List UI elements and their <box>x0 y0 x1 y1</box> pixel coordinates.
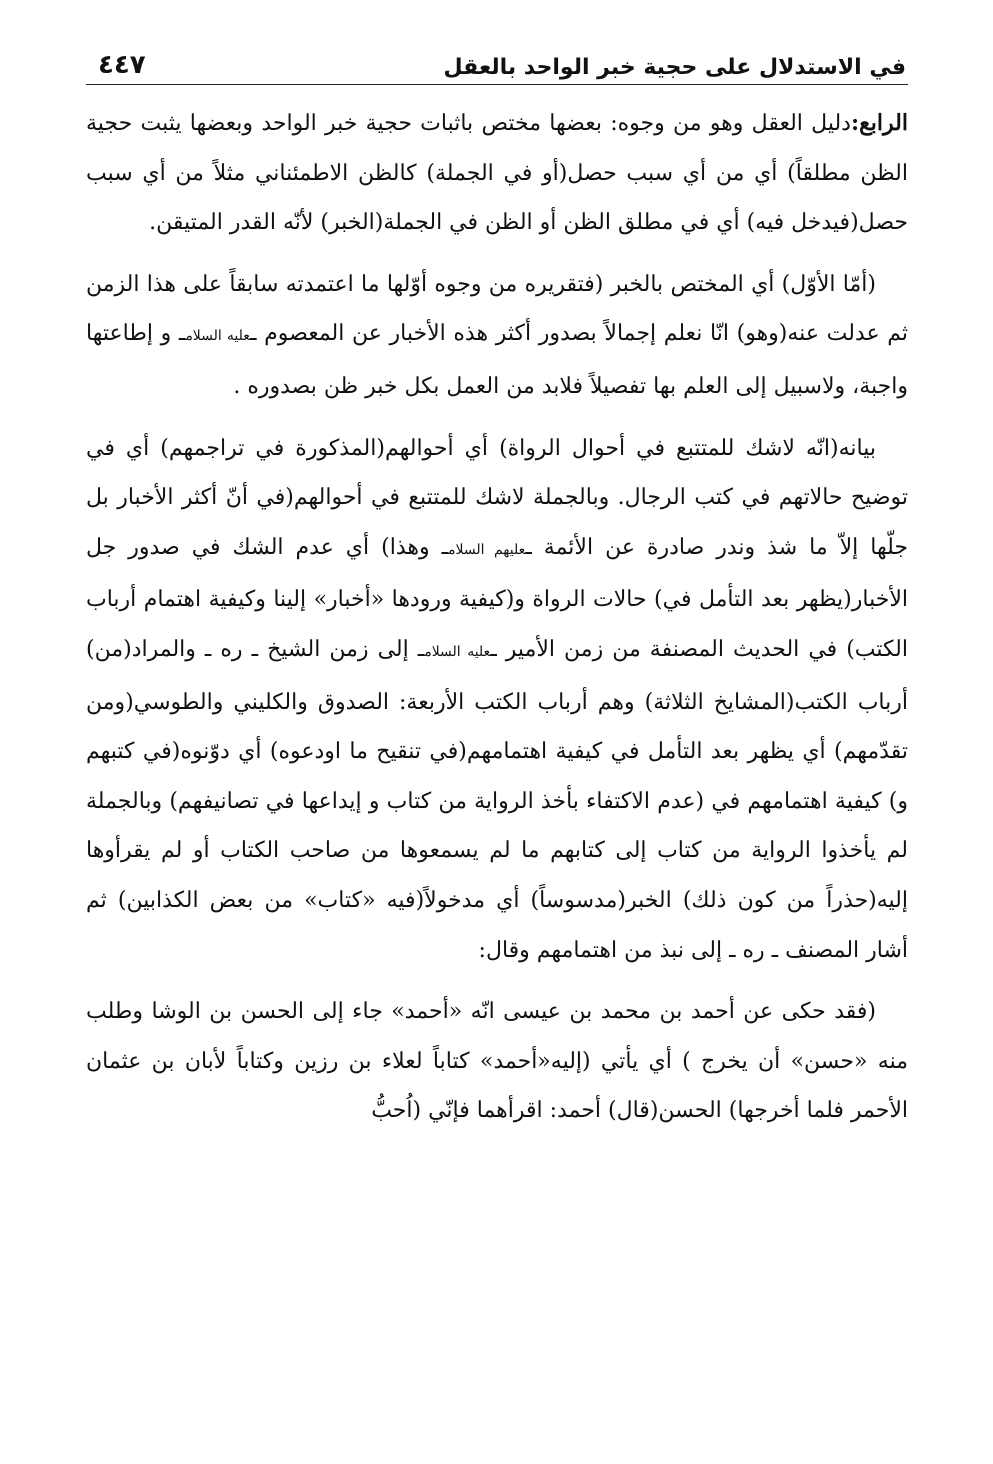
blessing-phrase: عليهم السلام <box>448 541 526 558</box>
paragraph-3 <box>86 424 908 976</box>
section-lead: الرابع: <box>850 110 908 136</box>
paragraph-2-part-1: (أمّا الأوّل) أي المختص بالخبر (فتقريره من وجوه أوّلها ما اعتمدته سابقاً على هذا الزمن ثم عدلت عنه(وهو) انّا نعلم إجمالاً بصدور أكثر هذه الأخبار عن المعصوم ـ <box>86 271 908 347</box>
page-number: ٤٤٧ <box>98 50 146 80</box>
paragraph-1-text: دليل العقل وهو من وجوه: بعضها مختص باثبات حجية خبر الواحد وبعضها يثبت حجية الظن مطلقاً) أي من أي سبب حصل(أو في الجملة) كالظن الاطمئناني مثلاً من أي سبب حصل(فيدخل فيه) أي في مطلق الظن أو الظن في الجملة(الخبر) لأنّه القدر المتيقن. <box>86 111 908 236</box>
paragraph-4 <box>86 987 908 1136</box>
paragraph-2-part-2: ـ و إطاعتها واجبة، ولاسبيل إلى العلم بها تفصيلاً فلابد من العمل بكل خبر ظن بصدوره . <box>86 321 908 399</box>
page-header <box>86 30 908 85</box>
document-page <box>86 30 908 1148</box>
paragraph-1 <box>86 99 908 248</box>
paragraph-2 <box>86 260 908 412</box>
blessing-phrase: عليه السلام <box>424 643 491 660</box>
paragraph-4-text: (فقد حكى عن أحمد بن محمد بن عيسى انّه «أحمد» جاء إلى الحسن بن الوشا وطلب منه «حسن» أن يخرج ) أي يأتي (إليه«أحمد» كتاباً لعلاء بن رزين وكتاباً لأبان بن عثمان الأحمر فلما أخرجها) الحسن(قال) أحمد: اقرأهما فإنّي (اُحبُّ <box>86 999 908 1124</box>
paragraph-3-part-2: ـ وهذا) أي عدم الشك في صدور جل الأخبار(يظهر بعد التأمل في) حالات الرواة و(كيفية ورودها «أخبار» إلينا وكيفية اهتمام أرباب الكتب) في الحديث المصنفة من زمن الأمير ـ <box>86 534 908 662</box>
paragraph-3-part-3: ـ إلى زمن الشيخ ـ ره ـ والمراد(من) أرباب الكتب(المشايخ الثلاثة) وهم أرباب الكتب الأربعة: الصدوق والكليني والطوسي(ومن تقدّمهم) أي يظهر بعد التأمل في كيفية اهتمامهم(في تنقيح ما اودعوه) أي دوّنوه(في كتبهم و) كيفية اهتمامهم في (عدم الاكتفاء بأخذ الرواية من كتاب و إيداعها في تصانيفهم) وبالجملة لم يأخذوا الرواية من كتاب إلى كتابهم ما لم يسمعوها من صاحب الكتاب أو لم يقرأوها إليه(حذراً من كون ذلك) الخبر(مدسوساً) أي مدخولاً(فيه «كتاب» من بعض الكذابين) ثم أشار المصنف ـ ره ـ إلى نبذ من اهتمامهم وقال: <box>86 636 909 963</box>
paragraph-3-part-1: بيانه(انّه لاشك للمتتبع في أحوال الرواة) أي أحوالهم(المذكورة في تراجمهم) أي في توضيح حالاتهم في كتب الرجال. وبالجملة لاشك للمتتبع في أحوالهم(في أنّ أكثر الأخبار بل جلّها إلاّ ما شذ وندر صادرة عن الأئمة ـ <box>86 435 908 560</box>
running-title: في الاستدلال على حجية خبر الواحد بالعقل <box>443 55 906 80</box>
blessing-phrase: عليه السلام <box>185 328 251 345</box>
page-body <box>86 99 908 1136</box>
